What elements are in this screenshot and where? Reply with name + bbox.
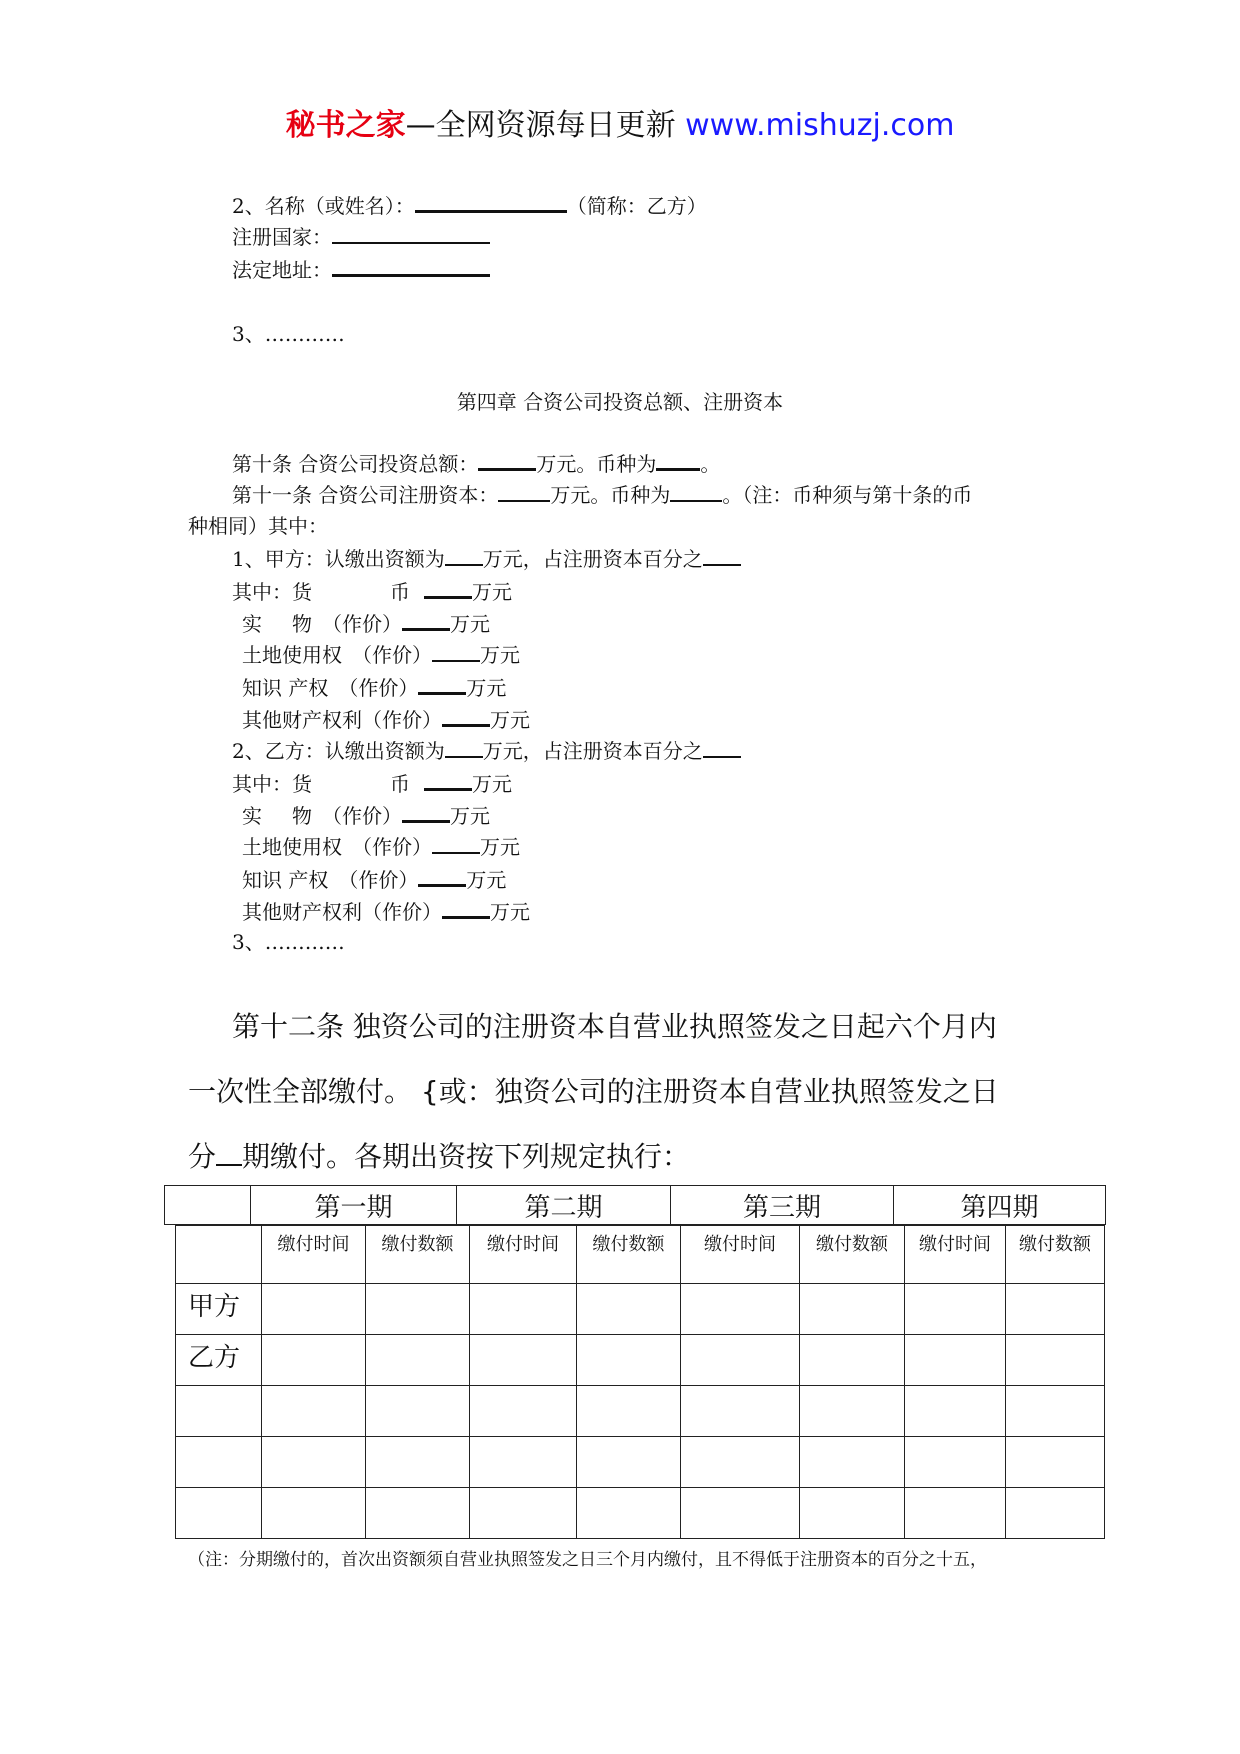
subheader-time-2: 缴付时间 xyxy=(470,1226,577,1284)
party2-address-blank xyxy=(332,256,490,277)
article10-text-b: 万元。币种为 xyxy=(536,452,657,476)
row-label-partyB: 乙方 xyxy=(176,1335,262,1386)
party2-country-line xyxy=(232,224,490,249)
partyA-ip xyxy=(242,674,506,700)
site-banner xyxy=(0,100,1240,144)
table-cell[interactable] xyxy=(262,1488,366,1539)
table-cell[interactable] xyxy=(366,1488,470,1539)
article12-line2: 一次性全部缴付。 {或：独资公司的注册资本自营业执照签发之日 xyxy=(188,1075,999,1108)
subheader-amount-2: 缴付数额 xyxy=(577,1226,681,1284)
partyA-amount-blank xyxy=(445,546,483,566)
subheader-time-3: 缴付时间 xyxy=(681,1226,800,1284)
article11 xyxy=(232,482,972,507)
table-cell[interactable] xyxy=(1006,1488,1105,1539)
subheader-time-1: 缴付时间 xyxy=(262,1226,366,1284)
table-cell[interactable] xyxy=(681,1335,800,1386)
partyB-other xyxy=(242,898,530,924)
partyA-head-b: 万元，占注册资本百分之 xyxy=(482,547,703,571)
table-cell[interactable] xyxy=(1006,1386,1105,1437)
table-row xyxy=(176,1284,1105,1335)
party2-name-blank xyxy=(415,192,567,213)
table-row xyxy=(176,1437,1105,1488)
partyB-head xyxy=(232,738,741,763)
table-cell[interactable] xyxy=(366,1335,470,1386)
table-cell[interactable] xyxy=(681,1386,800,1437)
partyB-head-a: 2、乙方：认缴出资额为 xyxy=(232,739,445,763)
partyB-other-label: 其他财产权利（作价） xyxy=(242,900,442,924)
table-cell[interactable] xyxy=(577,1284,681,1335)
partyB-other-unit: 万元 xyxy=(490,900,530,924)
article11-text-a: 第十一条 合资公司注册资本： xyxy=(232,483,499,507)
article12-period-blank xyxy=(216,1140,242,1166)
table-cell[interactable] xyxy=(1006,1284,1105,1335)
subheader-amount-1: 缴付数额 xyxy=(366,1226,470,1284)
partyB-land-note: （作价） xyxy=(352,835,432,859)
table-cell[interactable] xyxy=(905,1335,1006,1386)
subheader-time-4: 缴付时间 xyxy=(905,1226,1006,1284)
partyA-land xyxy=(242,642,520,667)
partyA-cash-blank xyxy=(424,578,472,599)
article11-cont: 种相同）其中： xyxy=(188,514,328,538)
header-period-3: 第三期 xyxy=(671,1186,894,1225)
partyB-cash-label2: 币 xyxy=(390,772,410,796)
partyB-land xyxy=(242,834,520,859)
table-row xyxy=(176,1488,1105,1539)
table-cell[interactable] xyxy=(800,1284,905,1335)
partyA-physical-blank xyxy=(402,610,450,631)
table-cell[interactable] xyxy=(262,1437,366,1488)
partyB-cash-blank xyxy=(424,770,472,791)
party3b-line: 3、………… xyxy=(232,930,345,954)
partyB-other-blank xyxy=(442,898,490,919)
partyA-land-label: 土地使用权 xyxy=(242,643,342,667)
table-cell[interactable] xyxy=(800,1335,905,1386)
article12-line3 xyxy=(188,1140,690,1174)
table-cell[interactable] xyxy=(262,1284,366,1335)
partyB-ip-note: （作价） xyxy=(338,868,419,892)
table-cell[interactable] xyxy=(366,1437,470,1488)
table-cell[interactable] xyxy=(470,1335,577,1386)
partyA-other xyxy=(242,706,530,732)
article11-currency-blank xyxy=(670,482,722,502)
banner-brand: 秘书之家 xyxy=(285,108,406,143)
partyB-head-b: 万元，占注册资本百分之 xyxy=(482,739,703,763)
row-label-partyA: 甲方 xyxy=(176,1284,262,1335)
partyB-ip-label: 知识 产权 xyxy=(242,868,329,892)
subheader-blank-cell xyxy=(176,1226,262,1284)
row-label-empty xyxy=(176,1488,262,1539)
partyB-physical-label2: 物 xyxy=(292,804,312,828)
article12-line3-b: 期缴付。各期出资按下列规定执行： xyxy=(242,1140,691,1173)
partyB-land-blank xyxy=(432,834,480,854)
partyB-ip xyxy=(242,866,506,892)
partyB-cash xyxy=(232,770,512,796)
partyA-other-unit: 万元 xyxy=(490,708,530,732)
party2-name-line xyxy=(232,192,707,218)
partyA-ip-blank xyxy=(418,674,466,695)
article10 xyxy=(232,450,720,476)
partyB-percent-blank xyxy=(703,738,741,758)
table-cell[interactable] xyxy=(577,1437,681,1488)
partyB-physical-label: 实 xyxy=(242,804,262,828)
installment-note: （注：分期缴付的，首次出资额须自营业执照签发之日三个月内缴付，且不得低于注册资本的百分之十五， xyxy=(188,1550,987,1570)
table-cell[interactable] xyxy=(577,1488,681,1539)
article10-currency-blank xyxy=(656,450,700,471)
partyA-ip-unit: 万元 xyxy=(466,676,507,700)
subheader-amount-3: 缴付数额 xyxy=(800,1226,905,1284)
article12-line3-a: 分 xyxy=(188,1140,217,1173)
partyA-ip-note: （作价） xyxy=(338,676,419,700)
partyA-physical-note: （作价） xyxy=(322,612,402,636)
party2-address-line xyxy=(232,256,490,282)
table-cell[interactable] xyxy=(800,1488,905,1539)
partyB-physical-unit: 万元 xyxy=(450,804,490,828)
partyB-ip-blank xyxy=(418,866,466,887)
party2-country-label: 注册国家： xyxy=(232,225,332,249)
table-row xyxy=(176,1335,1105,1386)
table-cell[interactable] xyxy=(905,1488,1006,1539)
table-cell[interactable] xyxy=(681,1437,800,1488)
partyA-physical-label2: 物 xyxy=(292,612,312,636)
table-cell[interactable] xyxy=(262,1386,366,1437)
table-cell[interactable] xyxy=(681,1488,800,1539)
article10-text-c: 。 xyxy=(700,452,721,476)
partyB-physical xyxy=(242,802,490,828)
table-cell[interactable] xyxy=(470,1386,577,1437)
banner-slogan: —全网资源每日更新 xyxy=(405,108,686,143)
table-cell[interactable] xyxy=(681,1284,800,1335)
partyB-land-unit: 万元 xyxy=(480,835,520,859)
table-subheader-row xyxy=(176,1226,1105,1284)
partyA-percent-blank xyxy=(703,546,741,566)
table-cell[interactable] xyxy=(1006,1437,1105,1488)
partyA-cash xyxy=(232,578,512,604)
header-period-2: 第二期 xyxy=(457,1186,671,1225)
table-cell[interactable] xyxy=(366,1284,470,1335)
chapter4-title: 第四章 合资公司投资总额、注册资本 xyxy=(456,390,784,414)
partyA-land-unit: 万元 xyxy=(480,643,520,667)
partyA-cash-label: 其中：货 xyxy=(232,580,312,604)
partyB-amount-blank xyxy=(445,738,483,758)
schedule-table-header xyxy=(164,1185,1106,1225)
table-cell[interactable] xyxy=(470,1488,577,1539)
partyA-ip-label: 知识 产权 xyxy=(242,676,329,700)
header-corner-cell xyxy=(165,1186,251,1225)
table-cell[interactable] xyxy=(577,1386,681,1437)
table-cell[interactable] xyxy=(262,1335,366,1386)
table-cell[interactable] xyxy=(470,1284,577,1335)
partyA-head-a: 1、甲方：认缴出资额为 xyxy=(232,547,445,571)
article10-text-a: 第十条 合资公司投资总额： xyxy=(232,452,479,476)
partyA-other-label: 其他财产权利（作价） xyxy=(242,708,442,732)
table-row xyxy=(176,1386,1105,1437)
table-cell[interactable] xyxy=(1006,1335,1105,1386)
partyA-cash-label2: 币 xyxy=(390,580,410,604)
partyB-cash-label: 其中：货 xyxy=(232,772,312,796)
partyA-cash-unit: 万元 xyxy=(472,580,512,604)
row-label-empty xyxy=(176,1437,262,1488)
article11-amount-blank xyxy=(498,482,550,502)
partyA-physical xyxy=(242,610,490,636)
subheader-amount-4: 缴付数额 xyxy=(1006,1226,1105,1284)
article11-text-c: 。（注：币种须与第十条的币 xyxy=(722,483,973,507)
table-cell[interactable] xyxy=(800,1386,905,1437)
party2-country-blank xyxy=(332,224,490,244)
partyA-land-note: （作价） xyxy=(352,643,432,667)
table-cell[interactable] xyxy=(577,1335,681,1386)
article11-text-b: 万元。币种为 xyxy=(550,483,671,507)
row-label-empty xyxy=(176,1386,262,1437)
header-period-4: 第四期 xyxy=(894,1186,1106,1225)
table-cell[interactable] xyxy=(905,1386,1006,1437)
partyB-cash-unit: 万元 xyxy=(472,772,512,796)
header-period-1: 第一期 xyxy=(251,1186,457,1225)
article10-amount-blank xyxy=(478,450,536,471)
partyB-land-label: 土地使用权 xyxy=(242,835,342,859)
schedule-table xyxy=(175,1225,1105,1539)
party2-name-label: 2、名称（或姓名）： xyxy=(232,194,415,218)
partyA-other-blank xyxy=(442,706,490,727)
table-cell[interactable] xyxy=(470,1437,577,1488)
partyB-ip-unit: 万元 xyxy=(466,868,507,892)
party2-name-suffix: （简称：乙方） xyxy=(566,194,707,218)
table-cell[interactable] xyxy=(800,1437,905,1488)
party2-address-label: 法定地址： xyxy=(232,258,332,282)
partyA-head xyxy=(232,546,741,571)
party3-line: 3、………… xyxy=(232,322,345,346)
banner-url[interactable]: www.mishuzj.com xyxy=(685,108,955,143)
partyA-physical-label: 实 xyxy=(242,612,262,636)
partyB-physical-note: （作价） xyxy=(322,804,402,828)
partyB-physical-blank xyxy=(402,802,450,823)
table-cell[interactable] xyxy=(905,1437,1006,1488)
partyA-physical-unit: 万元 xyxy=(450,612,490,636)
table-cell[interactable] xyxy=(905,1284,1006,1335)
table-cell[interactable] xyxy=(366,1386,470,1437)
article12-line1: 第十二条 独资公司的注册资本自营业执照签发之日起六个月内 xyxy=(232,1010,997,1043)
partyA-land-blank xyxy=(432,642,480,662)
